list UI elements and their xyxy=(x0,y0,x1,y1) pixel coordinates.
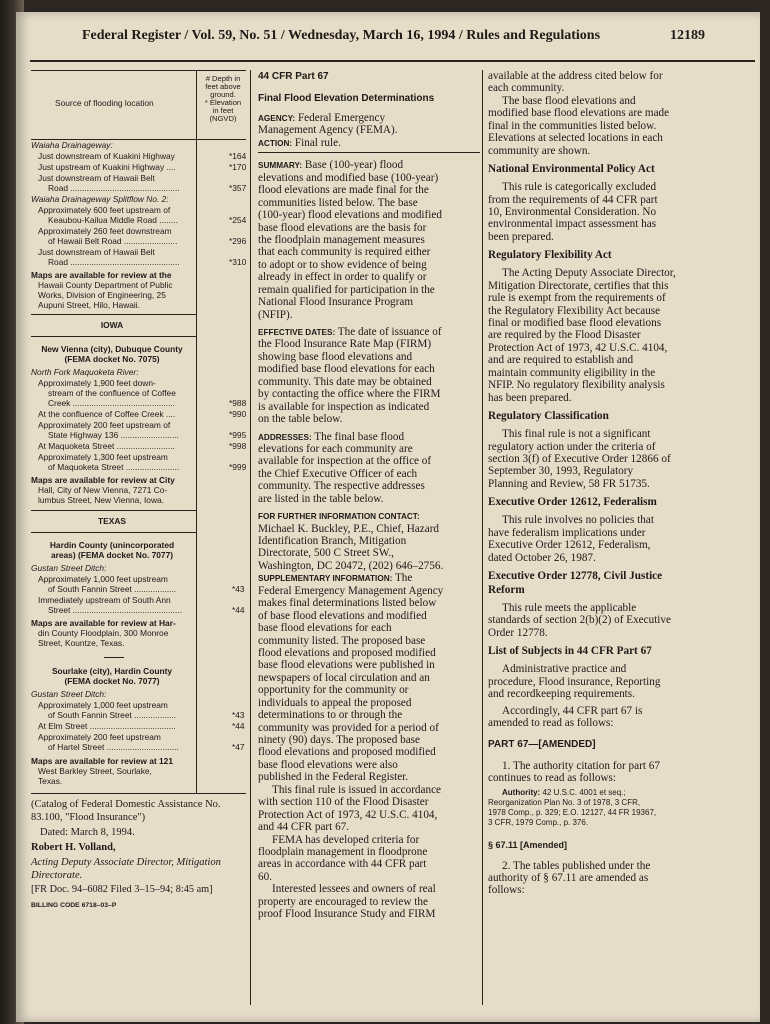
authority-line: 3 CFR, 1979 Comp., p. 376. xyxy=(488,817,589,827)
table-row: of Maquoketa Street ....................... xyxy=(48,462,180,472)
contact-line: Directorate, 500 C Street SW., xyxy=(258,547,394,560)
addresses-line: available for inspection at the office of xyxy=(258,455,432,468)
table-row: State Highway 136 ......................... xyxy=(48,430,179,440)
paragraph-line: and 44 CFR part 67. xyxy=(258,821,350,834)
community-docket: (FEMA docket No. 7075) xyxy=(64,354,160,364)
table-row: Road ............................................... xyxy=(48,183,180,193)
paragraph-line: Elevations at selected locations in each xyxy=(488,132,663,145)
summary-line: National Flood Insurance Program xyxy=(258,296,414,309)
table-row: Just downstream of Kuakini Highway xyxy=(38,151,175,161)
paragraph-line: dated October 26, 1987. xyxy=(488,551,596,564)
paragraph-line: Mitigation Directorate, certifies that this xyxy=(488,279,669,292)
heading-list-of-subjects: List of Subjects in 44 CFR Part 67 xyxy=(488,645,652,658)
table-row: Road ............................................... xyxy=(48,257,180,267)
section-rule xyxy=(31,314,196,315)
paragraph-line: floodplain management in floodprone xyxy=(258,845,428,858)
table-row: At Maquoketa Street ......................... xyxy=(38,441,175,451)
column-divider-left xyxy=(250,70,251,1005)
table-row: At the confluence of Coffee Creek .... xyxy=(38,409,176,419)
paragraph-line: Interested lessees and owners of real xyxy=(272,883,436,896)
elevation-value: *170 xyxy=(229,162,247,172)
section-rule xyxy=(31,336,196,337)
supplementary-line: community was provided for a period of xyxy=(258,721,439,734)
paragraph-line: available at the address cited below for xyxy=(488,70,663,82)
paragraph-line: environmental impact assessment has xyxy=(488,218,657,231)
contact-label: FOR FURTHER INFORMATION CONTACT: xyxy=(258,512,420,522)
heading-nepa: National Environmental Policy Act xyxy=(488,163,655,176)
billing-code: BILLING CODE 6718–03–P xyxy=(31,902,117,909)
table-row: Approximately 1,300 feet upstream xyxy=(38,452,168,462)
table-row: Street ............................................... xyxy=(48,605,183,615)
paragraph-line: This rule involves no policies that xyxy=(502,514,654,527)
table-row: Immediately upstream of South Ann xyxy=(38,595,171,605)
community-name: Hardin County (unincorporated xyxy=(49,540,175,550)
table-row: Approximately 1,000 feet upstream xyxy=(38,574,168,584)
paragraph-line: been prepared. xyxy=(488,230,554,243)
summary-line: the floodplain management measures xyxy=(258,233,425,246)
table-row: Approximately 600 feet upstream of xyxy=(38,205,171,215)
state-heading-texas: TEXAS xyxy=(98,516,126,526)
table-row: of South Fannin Street .................. xyxy=(48,584,177,594)
summary-line: already in effect in order to qualify or xyxy=(258,271,427,284)
summary-line: that each community is required either xyxy=(258,246,431,259)
supplementary-line: flood elevations and proposed modified xyxy=(258,646,436,659)
table-row: Creek ............................................ xyxy=(48,398,176,408)
table-row: Just upstream of Kuakini Highway .... xyxy=(38,162,176,172)
paragraph-line: have federalism implications under xyxy=(488,526,646,539)
supplementary-line: SUPPLEMENTARY INFORMATION: The xyxy=(258,572,413,585)
agency-line: AGENCY: Federal Emergency xyxy=(258,112,386,124)
effective-line: on the table below. xyxy=(258,413,343,426)
supplementary-line: opportunity for the community or xyxy=(258,684,409,697)
supplementary-line: makes final determinations listed below xyxy=(258,597,437,610)
supplementary-line: base flood elevations were published in xyxy=(258,659,435,672)
paragraph-line: This rule is categorically excluded xyxy=(502,181,657,194)
table-row: At Elm Street ..................................... xyxy=(38,721,176,731)
supplementary-line: individuals to appeal the proposed xyxy=(258,696,412,709)
paragraph-line: This final rule is issued in accordance xyxy=(272,783,441,796)
paragraph-line: the Regulatory Flexibility Act because xyxy=(488,304,661,317)
elevation-value: *296 xyxy=(229,236,247,246)
table-bottom-rule xyxy=(31,793,246,794)
elevation-value: *164 xyxy=(229,151,247,161)
table-top-rule xyxy=(31,70,246,71)
summary-line: base flood elevations are the basis for xyxy=(258,221,427,234)
header-rule xyxy=(30,60,755,62)
paragraph-line: Protection Act of 1973, 42 U.S.C. 4104, xyxy=(488,341,668,354)
summary-line: remain qualified for participation in the xyxy=(258,283,435,296)
paragraph-line: are required by the Flood Disaster xyxy=(488,329,641,342)
paragraph-line: standards of section 2(b)(2) of Executive xyxy=(488,614,671,627)
summary-line: communities listed below. The base xyxy=(258,196,418,209)
paragraph-line: Executive Order 12612, Federalism, xyxy=(488,539,651,552)
supplementary-line: newspapers of local circulation and an xyxy=(258,671,430,684)
paragraph-line: section 3(f) of Executive Order 12866 of xyxy=(488,452,671,465)
fr-doc-line: [FR Doc. 94–6082 Filed 3–15–94; 8:45 am] xyxy=(31,884,213,895)
addresses-line: ADDRESSES: The final base flood xyxy=(258,430,405,443)
paragraph-line: follows: xyxy=(488,884,525,897)
contact-line: Identification Branch, Mitigation xyxy=(258,535,407,547)
elevation-value: *47 xyxy=(232,742,245,752)
table-row: stream of the confluence of Coffee xyxy=(48,388,176,398)
right-column xyxy=(488,70,713,897)
elevation-value: *988 xyxy=(229,398,247,408)
paragraph-line: regulatory action under the criteria of xyxy=(488,440,656,453)
addresses-line: community. The respective addresses xyxy=(258,480,425,493)
flooding-source: Gustan Street Ditch: xyxy=(31,563,107,573)
effective-line: EFFECTIVE DATES: The date of issuance of xyxy=(258,326,442,338)
community-docket: (FEMA docket No. 7077) xyxy=(64,676,160,686)
flooding-source: Gustan Street Ditch: xyxy=(31,689,107,699)
elevation-value: *995 xyxy=(229,430,247,440)
supplementary-line: determinations to or through the xyxy=(258,709,403,722)
paragraph-line: NFIP. No regulatory flexibility analysis xyxy=(488,379,665,392)
paragraph-line: 2. The tables published under the xyxy=(502,859,651,872)
paragraph-line: property are encouraged to review the xyxy=(258,895,428,908)
elevation-value: *44 xyxy=(232,605,245,615)
paragraph-line: final in the communities listed below. xyxy=(488,119,657,132)
paragraph-line: authority of § 67.11 are amended as xyxy=(488,872,649,884)
section-rule xyxy=(31,510,196,511)
elevation-value: *43 xyxy=(232,710,245,720)
summary-line: to adopt or to show evidence of being xyxy=(258,258,427,271)
separator-rule xyxy=(104,657,124,658)
table-row: Approximately 1,900 feet down- xyxy=(38,378,156,388)
section-rule xyxy=(31,532,196,533)
paragraph-line: September 30, 1993, Regulatory xyxy=(488,465,634,478)
table-row: Approximately 1,000 feet upstream xyxy=(38,700,168,710)
table-column-divider xyxy=(196,70,197,793)
elevation-value: *310 xyxy=(229,257,247,267)
action-line: ACTION: Final rule. xyxy=(258,136,341,149)
rule-title: Final Flood Elevation Determinations xyxy=(258,93,435,104)
supplementary-line: ninety (90) days. The proposed base xyxy=(258,734,420,746)
table-row: of Hartel Street ............................... xyxy=(48,742,179,752)
column-divider-right xyxy=(482,70,483,1005)
table-row: Approximately 200 feet upstream of xyxy=(38,420,171,430)
table-row: Approximately 260 feet downstream xyxy=(38,226,172,236)
effective-line: is available for inspection as indicated xyxy=(258,400,430,413)
dated-line: Dated: March 8, 1994. xyxy=(40,827,135,838)
paragraph-line: This final rule is not a significant xyxy=(502,428,651,441)
agency-line: Management Agency (FEMA). xyxy=(258,124,398,137)
authority-line: 1978 Comp., p. 329; E.O. 12127, 44 FR 19367, xyxy=(488,807,657,817)
elevation-value: *43 xyxy=(232,584,245,594)
effective-line: the Flood Insurance Rate Map (FIRM) xyxy=(258,338,432,351)
paragraph-line: final or modified base flood elevations xyxy=(488,317,662,329)
elevation-value: *44 xyxy=(232,721,245,731)
section-rule xyxy=(258,149,480,153)
paragraph-line: FEMA has developed criteria for xyxy=(272,833,420,846)
paragraph-line: and recordkeeping requirements. xyxy=(488,688,635,701)
effective-line: modified base flood elevations for each xyxy=(258,363,435,376)
table-row: Just downstream of Hawaii Belt xyxy=(38,247,155,257)
paragraph-line: continues to read as follows: xyxy=(488,771,617,784)
paragraph-line: 10, Environmental Consideration. No xyxy=(488,205,657,218)
paragraph-line: areas in accordance with 44 CFR part xyxy=(258,858,427,871)
paragraph-line: from the requirements of 44 CFR part xyxy=(488,193,658,206)
paragraph-line: maintain community eligibility in the xyxy=(488,366,656,379)
supplementary-line: Federal Emergency Management Agency xyxy=(258,584,444,597)
community-docket: areas) (FEMA docket No. 7077) xyxy=(50,550,174,560)
heading-eo-12778: Reform xyxy=(488,584,525,596)
elevation-value: *357 xyxy=(229,183,247,193)
heading-part-67: PART 67—[AMENDED] xyxy=(488,738,596,750)
table-row: of South Fannin Street .................. xyxy=(48,710,177,720)
paragraph-line: 1. The authority citation for part 67 xyxy=(502,759,660,772)
flooding-source: Waiaha Drainageway: xyxy=(31,140,113,150)
summary-line: (100-year) flood elevations and modified xyxy=(258,209,442,222)
contact-line: Michael K. Buckley, P.E., Chief, Hazard xyxy=(258,522,440,535)
paragraph-line: Order 12778. xyxy=(488,626,548,639)
paragraph-line: Administrative practice and xyxy=(502,663,627,676)
community-name: Sourlake (city), Hardin County xyxy=(51,666,173,676)
paragraph-line: community are shown. xyxy=(488,144,591,157)
flooding-source: Waiaha Drainageway Splitflow No. 2: xyxy=(31,194,169,204)
paragraph-line: The Acting Deputy Associate Director, xyxy=(502,267,676,280)
paragraph-line: This rule meets the applicable xyxy=(502,602,637,614)
paragraph-line: Planning and Review, 58 FR 51735. xyxy=(488,477,650,490)
table-row: Approximately 200 feet upstream xyxy=(38,732,161,742)
heading-rfa: Regulatory Flexibility Act xyxy=(488,249,612,262)
effective-line: showing base flood elevations and xyxy=(258,350,413,363)
paragraph-line: modified base flood elevations are made xyxy=(488,107,670,120)
middle-column xyxy=(258,70,480,921)
paragraph-line: procedure, Flood insurance, Reporting xyxy=(488,675,661,688)
effective-line: by contacting the office where the FIRM xyxy=(258,388,441,401)
supplementary-line: base flood elevations for each xyxy=(258,622,392,635)
authority-line: Reorganization Plan No. 3 of 1978, 3 CFR, xyxy=(488,798,641,808)
authority-line: Authority: 42 U.S.C. 4001 et seq.; xyxy=(502,788,626,798)
paragraph-line: The base flood elevations and xyxy=(502,94,636,107)
signatory-name: Robert H. Volland, xyxy=(31,842,116,853)
heading-regulatory-classification: Regulatory Classification xyxy=(488,410,609,423)
part-heading: 44 CFR Part 67 xyxy=(258,71,329,82)
addresses-line: the Chief Executive Officer of each xyxy=(258,467,418,480)
state-heading-iowa: IOWA xyxy=(100,320,124,330)
summary-line: SUMMARY: Base (100-year) flood xyxy=(258,159,404,172)
summary-line: flood elevations are made final for the xyxy=(258,184,429,197)
addresses-line: are listed in the table below. xyxy=(258,492,384,505)
summary-line: elevations and modified base (100-year) xyxy=(258,171,439,184)
paragraph-line: Protection Act of 1973, 42 U.S.C. 4104, xyxy=(258,808,438,821)
addresses-line: elevations for each community are xyxy=(258,442,413,455)
page-number: 12189 xyxy=(670,28,705,43)
supplementary-line: published in the Federal Register. xyxy=(258,771,409,784)
community-name: New Vienna (city), Dubuque County xyxy=(41,344,183,354)
table-col1-header: Source of flooding location xyxy=(55,98,154,108)
elevation-value: *998 xyxy=(229,441,247,451)
paragraph-line: rule is exempt from the requirements of xyxy=(488,292,666,305)
paragraph-line: 60. xyxy=(258,870,272,883)
paragraph-line: amended to read as follows: xyxy=(488,717,614,730)
supplementary-line: of base flood elevations and modified xyxy=(258,609,427,622)
header-title: Federal Register / Vol. 59, No. 51 / Wednesday, March 16, 1994 / Rules and Regulations xyxy=(82,28,601,43)
elevation-value: *254 xyxy=(229,215,247,225)
elevation-value: *990 xyxy=(229,409,247,419)
flooding-source: North Fork Maquoketa River: xyxy=(31,367,139,377)
paragraph-line: proof Flood Insurance Study and FIRM xyxy=(258,908,436,921)
effective-line: community. This date may be obtained xyxy=(258,375,432,388)
section-heading: § 67.11 [Amended] xyxy=(488,839,568,850)
paragraph-line: and are required to establish and xyxy=(488,354,634,367)
paragraph-line: has been prepared. xyxy=(488,391,572,404)
table-row: Just downstream of Hawaii Belt xyxy=(38,173,155,183)
paragraph-line: with section 110 of the Flood Disaster xyxy=(258,796,429,809)
table-row: of Hawaii Belt Road ....................... xyxy=(48,236,178,246)
heading-eo-12612: Executive Order 12612, Federalism xyxy=(488,496,657,509)
supplementary-line: base flood elevations were also xyxy=(258,758,398,771)
contact-line: Washington, DC 20472, (202) 646–2756. xyxy=(258,559,444,572)
paragraph-line: each community. xyxy=(488,82,565,95)
table-row: Keaubou-Kailua Middle Road ........ xyxy=(48,215,178,225)
elevation-value: *999 xyxy=(229,462,247,472)
supplementary-line: community listed. The proposed base xyxy=(258,634,426,647)
supplementary-line: flood elevations and proposed modified xyxy=(258,746,436,759)
heading-eo-12778: Executive Order 12778, Civil Justice xyxy=(488,570,663,582)
paragraph-line: Accordingly, 44 CFR part 67 is xyxy=(502,704,643,717)
summary-line: (NFIP). xyxy=(258,308,293,321)
